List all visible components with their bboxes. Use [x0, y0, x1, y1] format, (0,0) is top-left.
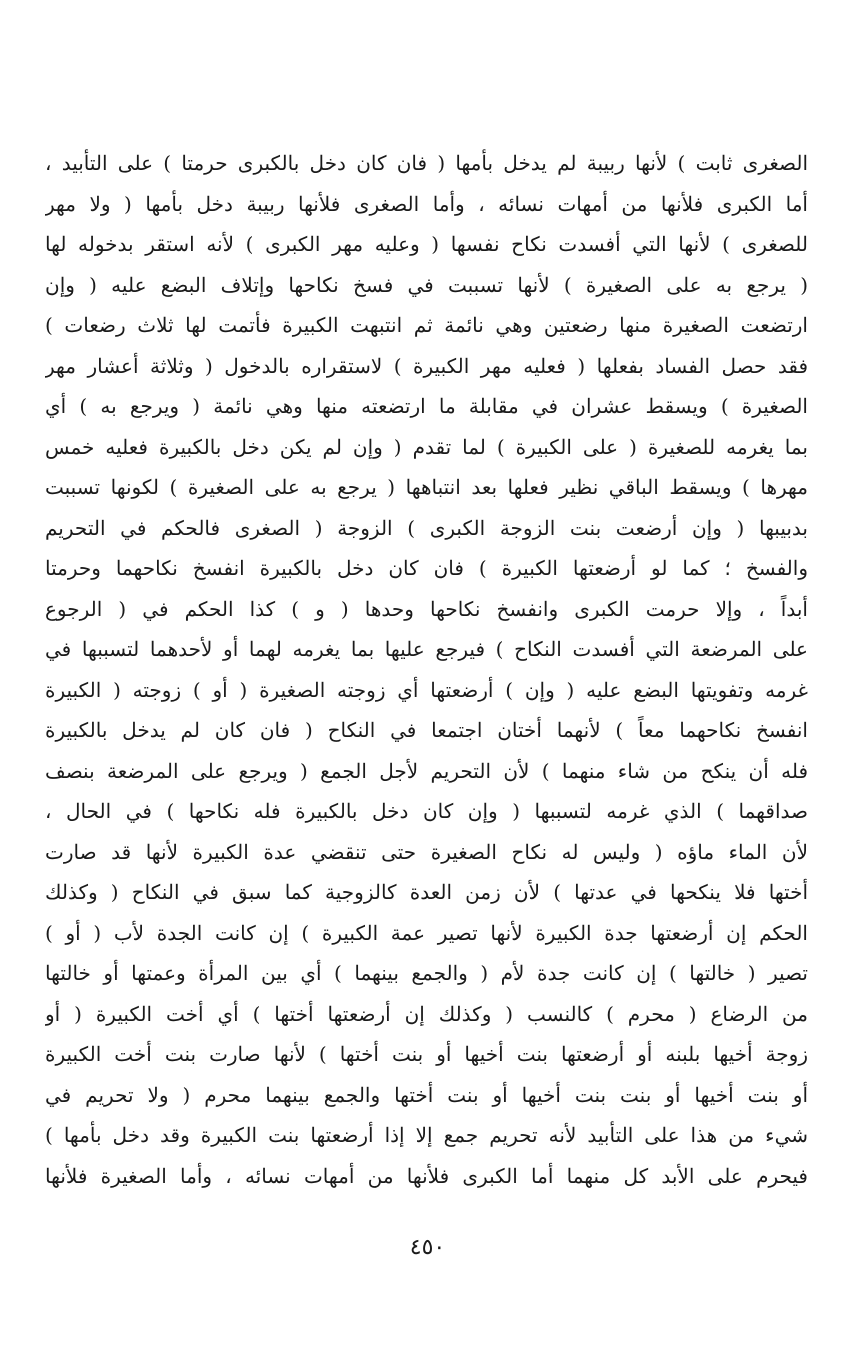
text-line: زوجة أخيها بلبنه أو أرضعتها بنت أخيها أو بنت أختها ) لأنها صارت بنت أخت الكبيرة: [45, 1042, 808, 1066]
text-line: ارتضعت الصغيرة منها رضعتين وهي نائمة ثم انتبهت الكبيرة فأتمت لها ثلاث رضعات ): [45, 313, 808, 337]
text-line: فيحرم على الأبد كل منهما أما الكبرى فلأنها من أمهات نسائه ، وأما الصغيرة فلأنها: [45, 1163, 808, 1188]
text-line: أو بنت أخيها أو بنت بنت أخيها أو بنت أختها والجمع بينهما محرم ( ولا تحريم في: [45, 1082, 808, 1107]
text-line: فقد حصل الفساد بفعلها ( فعليه مهر الكبيرة ) لاستقراره بالدخول ( وثلاثة أعشار مهر: [45, 353, 808, 378]
text-line: انفسخ نكاحهما معاً ) لأنهما أختان اجتمعا في النكاح ( فان كان لم يدخل بالكبيرة: [45, 718, 808, 742]
text-line: بما يغرمه للصغيرة ( على الكبيرة ) لما تقدم ( وإن لم يكن دخل بالكبيرة فعليه خمس: [45, 434, 808, 459]
text-line: الصغرى ثابت ) لأنها ربيبة لم يدخل بأمها ( فان كان دخل بالكبرى حرمتا ) على التأبيد ،: [45, 151, 808, 175]
text-line: شيء من هذا على التأبيد لأنه تحريم جمع إلا إذا أرضعتها بنت الكبيرة وقد دخل بأمها ): [45, 1123, 808, 1147]
text-line: الصغيرة ) ويسقط عشران في مقابلة ما ارتضعته منها وهي نائمة ( ويرجع به ) أي: [45, 394, 808, 418]
text-line: غرمه وتفويتها البضع عليه ( وإن ) أرضعتها أي زوجته الصغيرة ( أو ) زوجته ( الكبيرة: [45, 677, 808, 702]
text-line: فله أن ينكح من شاء منهما ) لأن التحريم لأجل الجمع ( ويرجع على المرضعة بنصف: [45, 758, 808, 783]
text-line: صداقهما ) الذي غرمه لتسببها ( وإن كان دخل بالكبيرة فله نكاحها ) في الحال ،: [45, 799, 808, 823]
page-number: ٤٥٠: [409, 1235, 446, 1260]
text-line: للصغرى ) لأنها التي أفسدت نكاح نفسها ( وعليه مهر الكبرى ) لأنه استقر بدخوله لها: [45, 232, 808, 256]
text-line: بدبيبها ( وإن أرضعت بنت الزوجة الكبرى ) الزوجة ( الصغرى فالحكم في التحريم: [45, 515, 808, 540]
text-line: مهرها ) ويسقط الباقي نظير فعلها بعد انتباهها ( يرجع به على الصغيرة ) لكونها تسببت: [45, 475, 808, 499]
text-line: من الرضاع ( محرم ) كالنسب ( وكذلك إن أرضعتها أختها ) أي أخت الكبيرة ( أو: [45, 1001, 808, 1026]
text-line: أما الكبرى فلأنها من أمهات نسائه ، وأما الصغرى فلأنها ربيبة دخل بأمها ( ولا مهر: [45, 191, 808, 216]
text-line: أبداً ، وإلا حرمت الكبرى وانفسخ نكاحها وحدها ( و ) كذا الحكم في ( الرجوع: [45, 596, 808, 621]
text-line: ( يرجع به على الصغيرة ) لأنها تسببت في فسخ نكاحها وإتلاف البضع عليه ( وإن: [45, 272, 808, 297]
body-text: [45, 143, 808, 1196]
text-line: الحكم إن أرضعتها جدة الكبيرة لأنها تصير عمة الكبيرة ) إن كانت الجدة لأب ( أو ): [45, 920, 808, 945]
text-line: والفسخ ؛ كما لو أرضعتها الكبيرة ) فان كان دخل بالكبيرة انفسخ نكاحهما وحرمتا: [45, 556, 808, 580]
text-line: لأن الماء ماؤه ( وليس له نكاح الصغيرة حتى تنقضي عدة الكبيرة لأنها قد صارت: [45, 839, 808, 864]
text-line: تصير ( خالتها ) إن كانت جدة لأم ( والجمع بينهما ) أي بين المرأة وعمتها أو خالتها: [45, 961, 808, 985]
text-line: على المرضعة التي أفسدت النكاح ) فيرجع عليها بما يغرمه لهما أو لأحدهما لتسببها في: [45, 637, 808, 661]
text-line: أختها فلا ينكحها في عدتها ) لأن زمن العدة كالزوجية كما سبق في النكاح ( وكذلك: [45, 880, 808, 904]
